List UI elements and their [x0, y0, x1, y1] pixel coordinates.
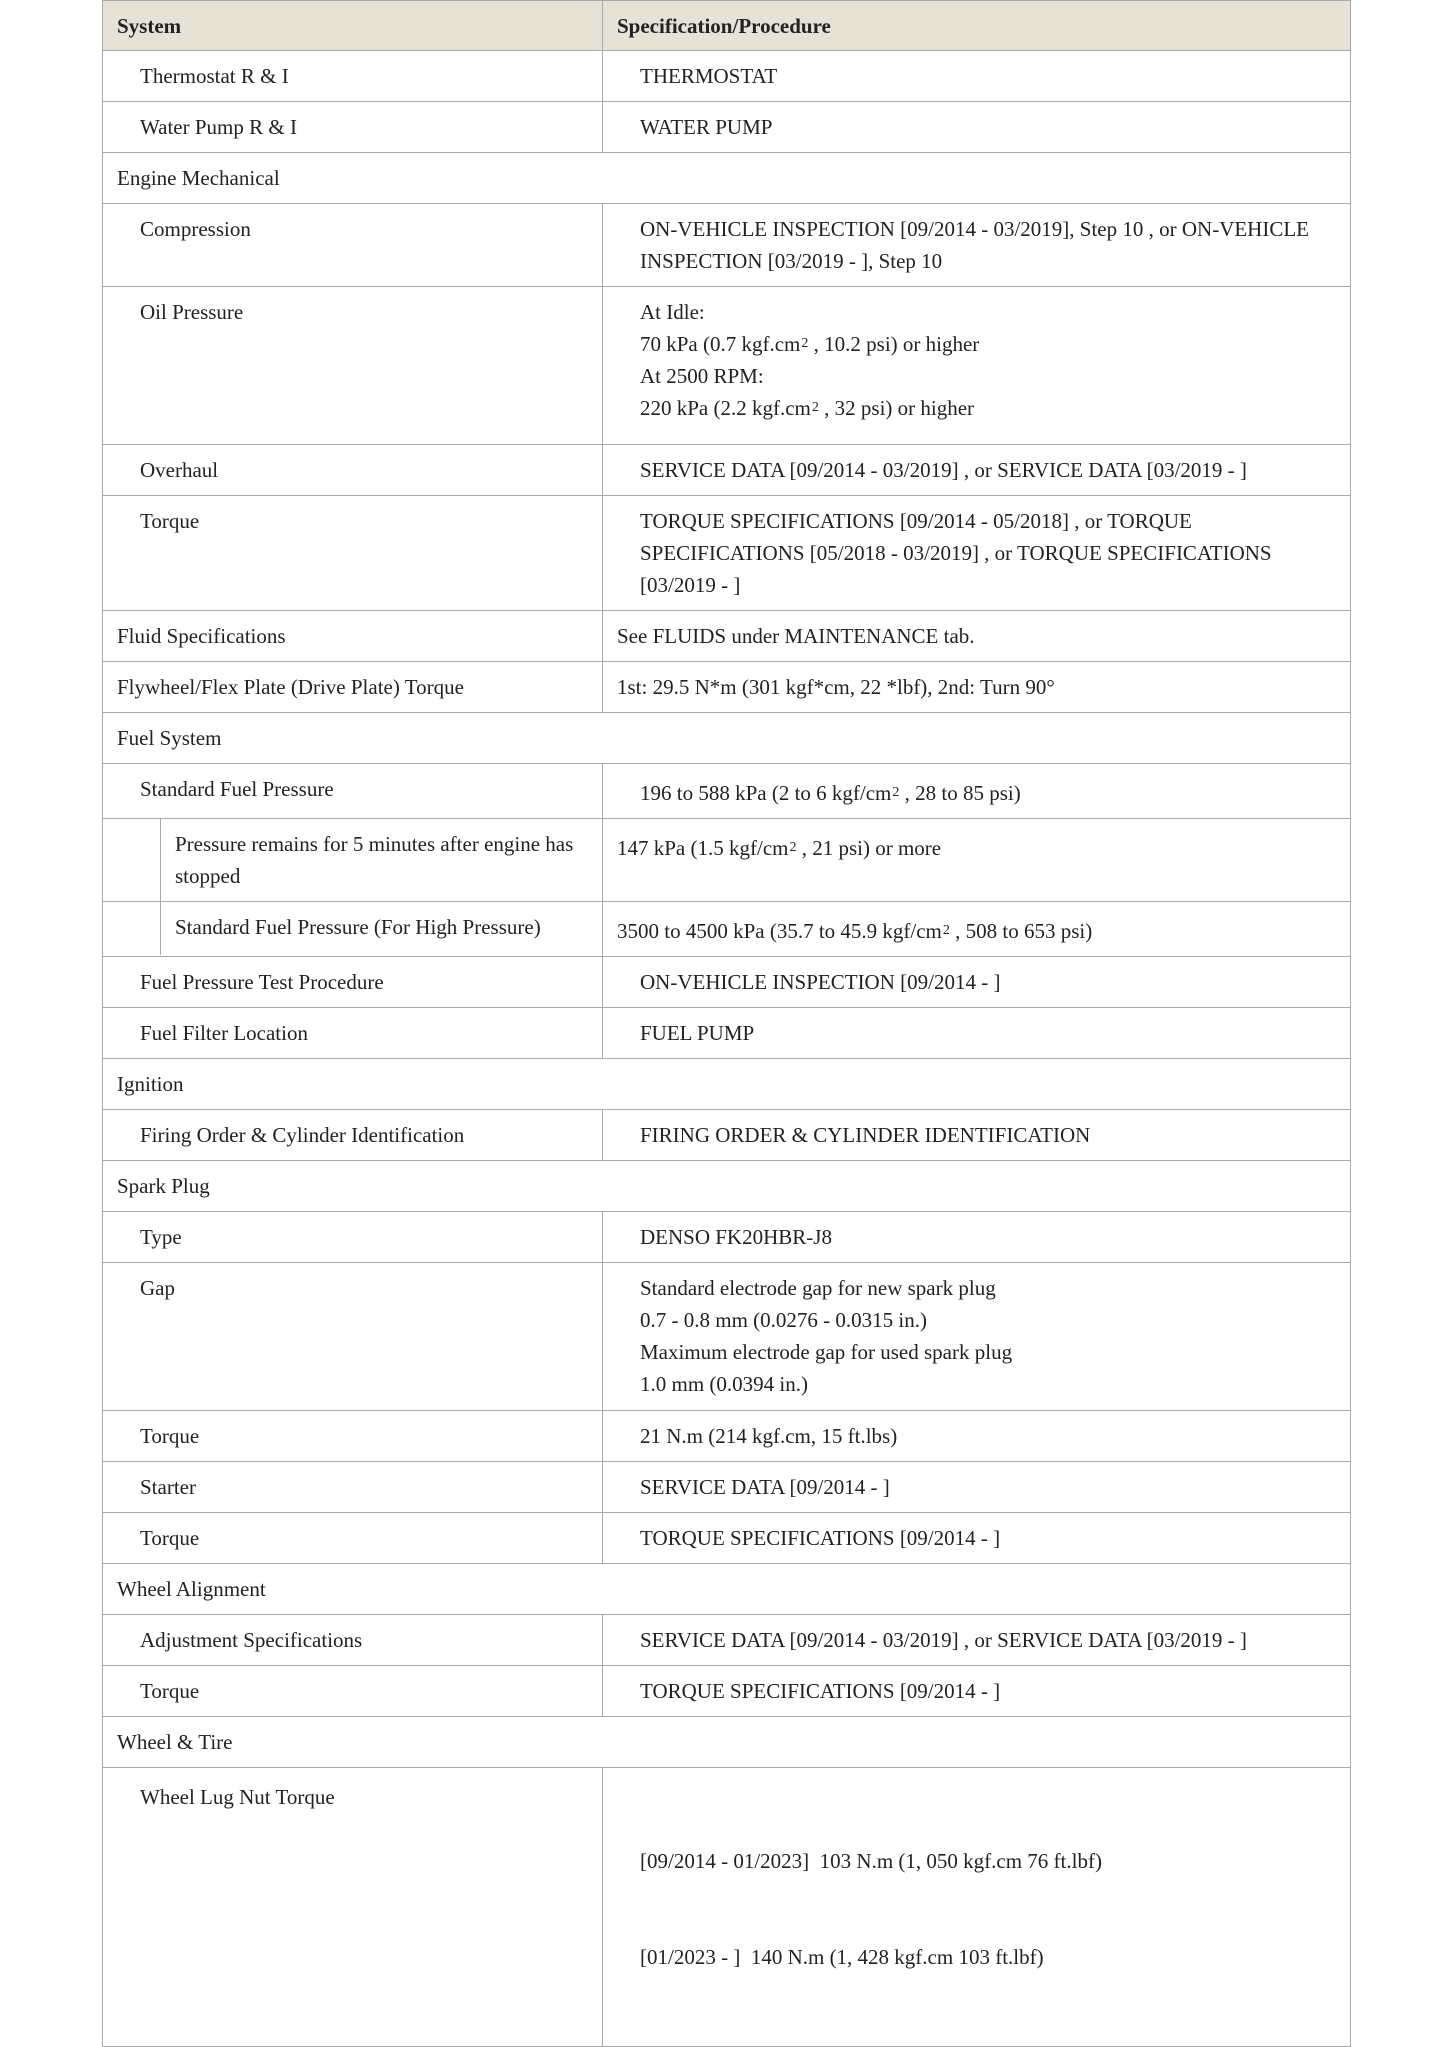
row-label: Adjustment Specifications	[140, 1628, 363, 1652]
table-row	[103, 287, 1351, 445]
value-line: 1.0 mm (0.0394 in.)	[640, 1372, 808, 1396]
value-line: [01/2023 - ] 140 N.m (1, 428 kgf.cm 103 ft.lbf)	[640, 1945, 1044, 1969]
indent-cell	[103, 902, 161, 955]
row-value: WATER PUMP	[640, 115, 773, 139]
row-value: See FLUIDS under MAINTENANCE tab.	[617, 624, 975, 648]
table-row	[103, 611, 1351, 662]
table-row	[103, 496, 1351, 611]
row-value: DENSO FK20HBR-J8	[640, 1225, 832, 1249]
table-row	[103, 1462, 1351, 1513]
table-row	[103, 662, 1351, 713]
row-value: SERVICE DATA [09/2014 - 03/2019] , or SERVICE DATA [03/2019 - ]	[640, 458, 1247, 482]
spec-table	[102, 0, 1351, 2047]
value-line: 0.7 - 0.8 mm (0.0276 - 0.0315 in.)	[640, 1308, 927, 1332]
value-line: 220 kPa (2.2 $kgf.cm^2$ , 32 psi) or higher	[640, 396, 975, 420]
row-value: 21 N.m (214 kgf.cm, 15 ft.lbs)	[640, 1424, 898, 1448]
indent-cell	[103, 819, 161, 901]
row-label: Fuel Filter Location	[140, 1021, 308, 1045]
value-line: Standard electrode gap for new spark plug	[640, 1276, 996, 1300]
table-row	[103, 1615, 1351, 1666]
row-value	[603, 496, 1350, 610]
table-row	[103, 819, 1351, 902]
table-row	[103, 1008, 1351, 1059]
row-value: 3500 to 4500 kPa (35.7 to 45.9 kgf/$cm^2$ , 508 to 653 psi)	[617, 919, 1093, 943]
table-row	[103, 445, 1351, 496]
value-line: At Idle:	[640, 300, 705, 324]
table-row	[103, 957, 1351, 1008]
row-label: Torque	[140, 1526, 200, 1550]
row-value: ON-VEHICLE INSPECTION [09/2014 - ]	[640, 970, 1001, 994]
row-label: Water Pump R & I	[140, 115, 297, 139]
table-row	[103, 1263, 1351, 1411]
row-value	[603, 287, 1350, 433]
row-value: 1st: 29.5 N*m (301 kgf*cm, 22 *lbf), 2nd: Turn 90°	[617, 675, 1055, 699]
row-label: Overhaul	[140, 458, 219, 482]
row-label: Gap	[140, 1276, 175, 1300]
value-line: TORQUE SPECIFICATIONS [09/2014 - 05/2018] , or TORQUE	[640, 509, 1192, 533]
row-label: Torque	[140, 1424, 200, 1448]
table-row	[103, 1513, 1351, 1564]
table-row	[103, 204, 1351, 287]
table-row	[103, 1411, 1351, 1462]
table-row	[103, 1212, 1351, 1263]
section-row	[103, 1059, 1351, 1110]
row-label: Standard Fuel Pressure	[140, 777, 334, 801]
row-label: Torque	[140, 509, 200, 533]
section-row	[103, 1564, 1351, 1615]
table-row	[103, 1110, 1351, 1161]
row-value	[603, 204, 1350, 286]
row-label: Starter	[140, 1475, 196, 1499]
row-label: Torque	[140, 1679, 200, 1703]
header-spec: Specification/Procedure	[603, 1, 1351, 51]
header-row	[103, 1, 1351, 51]
row-label: Oil Pressure	[140, 300, 244, 324]
row-label: Wheel Lug Nut Torque	[140, 1785, 335, 1809]
table-row	[103, 902, 1351, 957]
section-title: Fuel System	[117, 726, 222, 750]
table-row	[103, 51, 1351, 102]
section-title: Ignition	[117, 1072, 184, 1096]
section-title: Spark Plug	[117, 1174, 210, 1198]
value-line: SPECIFICATIONS [05/2018 - 03/2019] , or TORQUE SPECIFICATIONS	[640, 541, 1272, 565]
section-row	[103, 1161, 1351, 1212]
row-value: SERVICE DATA [09/2014 - ]	[640, 1475, 890, 1499]
row-label: Standard Fuel Pressure (For High Pressure)	[175, 915, 541, 939]
section-title: Engine Mechanical	[117, 166, 280, 190]
table-row	[103, 764, 1351, 819]
row-label: Thermostat R & I	[140, 64, 289, 88]
row-value: THERMOSTAT	[640, 64, 778, 88]
table-row	[103, 1768, 1351, 2047]
row-value: SERVICE DATA [09/2014 - 03/2019] , or SERVICE DATA [03/2019 - ]	[640, 1628, 1247, 1652]
row-value: 196 to 588 kPa (2 to 6 kgf/$cm^2$ , 28 to 85 psi)	[640, 781, 1021, 805]
row-label: Compression	[140, 217, 251, 241]
row-value: 147 kPa (1.5 kgf/$cm^2$ , 21 psi) or more	[617, 836, 942, 860]
row-value: TORQUE SPECIFICATIONS [09/2014 - ]	[640, 1526, 1001, 1550]
value-line: ON-VEHICLE INSPECTION [09/2014 - 03/2019], Step 10 , or ON-VEHICLE	[640, 217, 1310, 241]
value-line: [03/2019 - ]	[640, 573, 741, 597]
row-label: Fluid Specifications	[117, 624, 286, 648]
header-system: System	[103, 1, 603, 51]
value-line: 70 kPa (0.7 $kgf.cm^2$ , 10.2 psi) or higher	[640, 332, 980, 356]
value-line: At 2500 RPM:	[640, 364, 764, 388]
value-line: [09/2014 - 01/2023] 103 N.m (1, 050 kgf.cm 76 ft.lbf)	[640, 1849, 1102, 1873]
row-label: Fuel Pressure Test Procedure	[140, 970, 384, 994]
value-line: Maximum electrode gap for used spark plug	[640, 1340, 1013, 1364]
row-label: Flywheel/Flex Plate (Drive Plate) Torque	[117, 675, 464, 699]
section-title: Wheel Alignment	[117, 1577, 266, 1601]
row-label: Firing Order & Cylinder Identification	[140, 1123, 465, 1147]
row-value: FIRING ORDER & CYLINDER IDENTIFICATION	[640, 1123, 1091, 1147]
table-row	[103, 1666, 1351, 1717]
section-title: Wheel & Tire	[117, 1730, 233, 1754]
table-row	[103, 102, 1351, 153]
section-row	[103, 713, 1351, 764]
row-value: FUEL PUMP	[640, 1021, 755, 1045]
row-value	[603, 1263, 1350, 1409]
section-row	[103, 153, 1351, 204]
section-row	[103, 1717, 1351, 1768]
value-line: INSPECTION [03/2019 - ], Step 10	[640, 249, 943, 273]
row-label: Pressure remains for 5 minutes after engine has stopped	[175, 832, 574, 888]
row-value: TORQUE SPECIFICATIONS [09/2014 - ]	[640, 1679, 1001, 1703]
row-label: Type	[140, 1225, 182, 1249]
row-value	[603, 1768, 1350, 2046]
